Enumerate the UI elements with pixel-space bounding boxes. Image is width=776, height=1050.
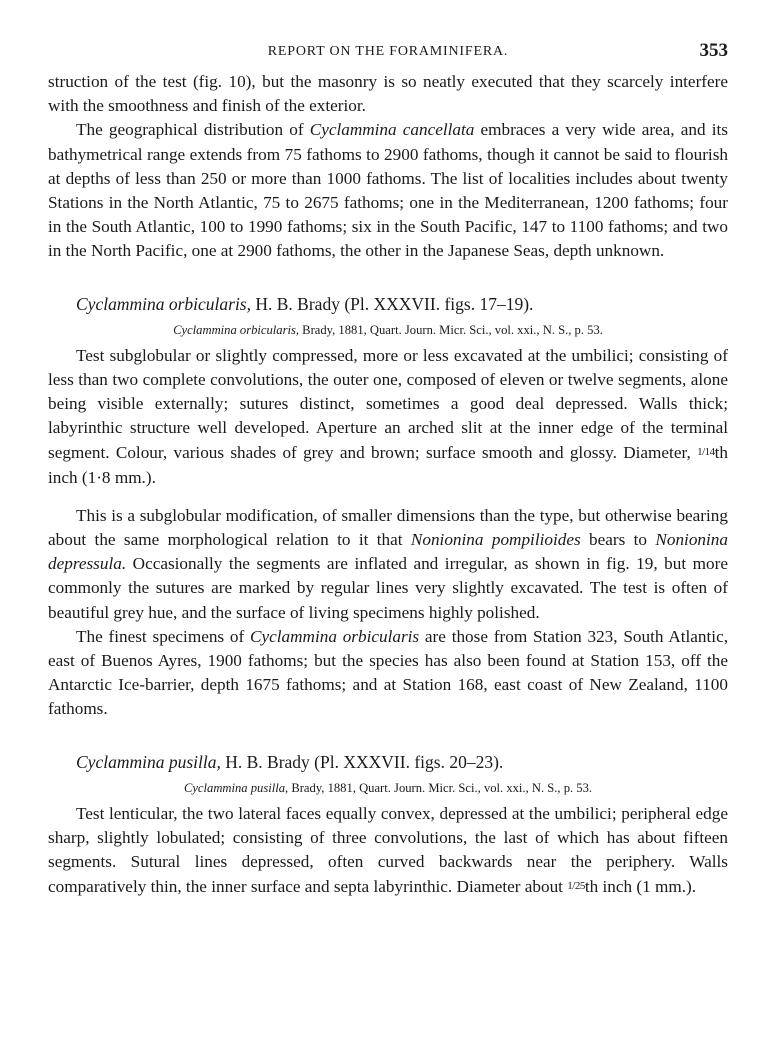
paragraph-orbicularis-remarks bbox=[48, 504, 728, 625]
species-name: Cyclammina pusilla, bbox=[76, 751, 221, 772]
heading-authority: H. B. Brady (Pl. XXXVII. figs. 17–19). bbox=[251, 293, 534, 314]
text-segment: bears to bbox=[580, 530, 656, 550]
species-name: Cyclammina orbicularis bbox=[250, 626, 420, 646]
fraction: 1/25 bbox=[567, 880, 585, 893]
species-name: Cyclammina orbicularis, bbox=[76, 293, 251, 314]
synonymy-pusilla bbox=[48, 778, 728, 798]
running-title: REPORT ON THE FORAMINIFERA. bbox=[267, 44, 509, 59]
text-segment: embraces a very wide area, and its bathymetrical range extends from 75 fathoms to 2900 fathoms, though it cannot be said to flourish at depths of less than 250 or more than 1000 fathoms. The list of localities includes about twenty Stations in the North Atlantic, 75 to 2675 fathoms; one in the Mediterranean, 1200 fathoms; four in the South Atlantic, 100 to 1990 fathoms; six in the South Pacific, 147 to 1100 fathoms; and two in the North Pacific, one at 2900 fathoms, the other in the Japanese Seas, depth unknown. bbox=[48, 120, 728, 261]
citation: Brady, 1881, Quart. Journ. Micr. Sci., vol. xxi., N. S., p. 53. bbox=[288, 780, 593, 795]
heading-authority: H. B. Brady (Pl. XXXVII. figs. 20–23). bbox=[220, 751, 504, 772]
species-name: Cyclammina pusilla, bbox=[183, 780, 289, 795]
species-heading-orbicularis bbox=[76, 292, 728, 316]
paragraph-pusilla-description bbox=[48, 802, 728, 900]
species-name: Cyclammina cancellata bbox=[309, 120, 475, 140]
paragraph-structure-continued: struction of the test (fig. 10), but the masonry is so neatly executed that they scarcely interfere with the smoothness and finish of the exterior. bbox=[48, 72, 728, 116]
species-heading-pusilla bbox=[76, 750, 728, 774]
species-name: Nonionina depressula. bbox=[48, 530, 728, 574]
citation: Brady, 1881, Quart. Journ. Micr. Sci., vol. xxi., N. S., p. 53. bbox=[299, 322, 603, 337]
paragraph-orbicularis-description bbox=[48, 344, 728, 490]
text-segment: are those from Station 323, South Atlantic, east of Buenos Ayres, 1900 fathoms; but the species has also been found at Station 153, off the Antarctic Ice-barrier, depth 1675 fathoms; and at Station 168, east coast of New Zealand, 1100 fathoms. bbox=[48, 626, 728, 719]
text-segment: This is a subglobular modification, of smaller dimensions than the type, but otherwise bearing about the same morphological relation to it that bbox=[48, 505, 728, 550]
text-segment: The geographical distribution of bbox=[76, 120, 310, 140]
text-segment: th inch (1 mm.). bbox=[584, 877, 697, 897]
text-segment: The finest specimens of bbox=[76, 626, 251, 646]
page-number: 353 bbox=[699, 40, 728, 61]
paragraph-orbicularis-distribution bbox=[48, 625, 728, 722]
text-segment: Occasionally the segments are inflated and irregular, as shown in fig. 19, but more commonly the sutures are marked by regular lines very slightly excavated. The test is often of beautiful grey hue, and the surface of living specimens highly polished. bbox=[48, 554, 728, 622]
text-segment: Test lenticular, the two lateral faces equally convex, depressed at the umbilici; peripheral edge sharp, slightly lobulated; consisting of three convolutions, the last of which has about fifteen segments. Sutural lines depressed, often curved backwards near the periphery. Walls comparatively thin, the inner surface and septa labyrinthic. Diameter about bbox=[48, 803, 728, 897]
running-header bbox=[48, 40, 728, 70]
page bbox=[48, 40, 728, 899]
paragraph-cancellata-distribution bbox=[48, 118, 728, 263]
synonymy-orbicularis bbox=[48, 320, 728, 340]
fraction: 1/14 bbox=[697, 446, 715, 459]
text-segment: th inch (1·8 mm.). bbox=[48, 443, 728, 487]
text-segment: Test subglobular or slightly compressed, more or less excavated at the umbilici; consisting of less than two complete convolutions, the outer one, composed of eleven or twelve segments, alone being visible externally; sutures distinct, sometimes a good deal depressed. Walls thick; labyrinthic structure well developed. Aperture an arched slit at the inner edge of the terminal segment. Colour, various shades of grey and brown; surface smooth and glossy. Diameter, bbox=[48, 345, 728, 463]
species-name: Nonionina pompilioides bbox=[410, 530, 581, 550]
species-name: Cyclammina orbicularis, bbox=[173, 322, 300, 337]
